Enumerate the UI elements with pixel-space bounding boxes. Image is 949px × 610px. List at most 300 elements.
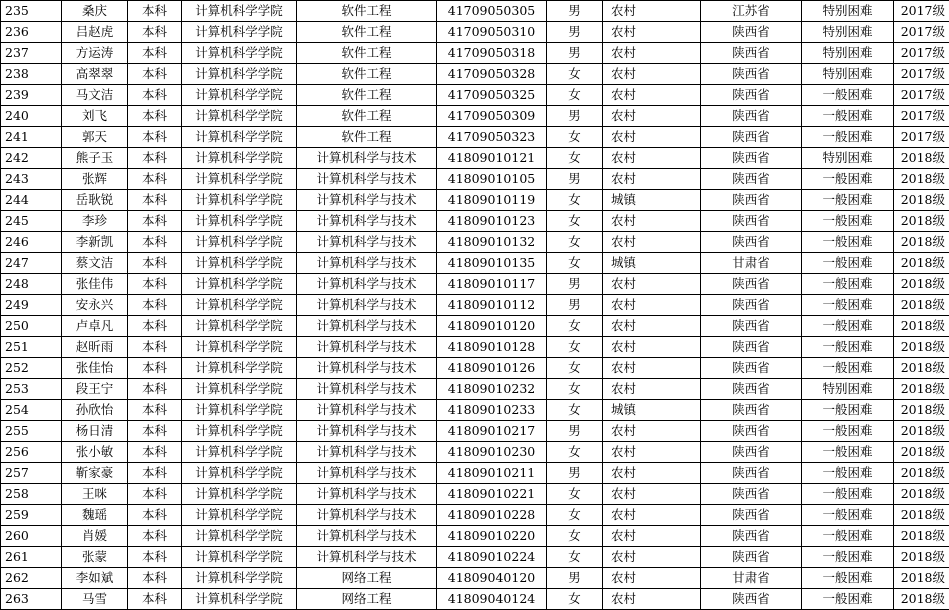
row-number-cell: 245 (1, 211, 62, 232)
college-cell: 计算机科学学院 (182, 442, 297, 463)
degree-level-cell: 本科 (128, 589, 182, 610)
major-cell: 软件工程 (297, 127, 437, 148)
major-cell: 软件工程 (297, 43, 437, 64)
student-id-cell: 41809010120 (437, 316, 547, 337)
hardship-level-cell: 一般困难 (802, 526, 894, 547)
college-cell: 计算机科学学院 (182, 589, 297, 610)
residence-type-cell: 农村 (603, 316, 701, 337)
gender-cell: 女 (547, 64, 603, 85)
province-cell: 陕西省 (701, 316, 802, 337)
residence-type-cell: 农村 (603, 64, 701, 85)
class-year-cell: 2018级 (894, 253, 949, 274)
hardship-level-cell: 一般困难 (802, 547, 894, 568)
hardship-level-cell: 特别困难 (802, 64, 894, 85)
college-cell: 计算机科学学院 (182, 232, 297, 253)
table-row (1, 1, 949, 22)
table-row (1, 43, 949, 64)
gender-cell: 男 (547, 274, 603, 295)
student-id-cell: 41809010128 (437, 337, 547, 358)
residence-type-cell: 农村 (603, 295, 701, 316)
table-body (1, 1, 949, 610)
gender-cell: 女 (547, 148, 603, 169)
major-cell: 网络工程 (297, 589, 437, 610)
gender-cell: 女 (547, 232, 603, 253)
student-name-cell: 岳耿锐 (62, 190, 128, 211)
college-cell: 计算机科学学院 (182, 253, 297, 274)
class-year-cell: 2018级 (894, 169, 949, 190)
degree-level-cell: 本科 (128, 190, 182, 211)
degree-level-cell: 本科 (128, 43, 182, 64)
major-cell: 计算机科学与技术 (297, 169, 437, 190)
degree-level-cell: 本科 (128, 1, 182, 22)
residence-type-cell: 农村 (603, 568, 701, 589)
class-year-cell: 2018级 (894, 526, 949, 547)
student-id-cell: 41809010221 (437, 484, 547, 505)
gender-cell: 女 (547, 526, 603, 547)
degree-level-cell: 本科 (128, 211, 182, 232)
province-cell: 陕西省 (701, 190, 802, 211)
student-name-cell: 蔡文洁 (62, 253, 128, 274)
major-cell: 计算机科学与技术 (297, 253, 437, 274)
major-cell: 计算机科学与技术 (297, 379, 437, 400)
class-year-cell: 2018级 (894, 295, 949, 316)
table-row (1, 505, 949, 526)
table-row (1, 211, 949, 232)
degree-level-cell: 本科 (128, 442, 182, 463)
class-year-cell: 2018级 (894, 568, 949, 589)
gender-cell: 男 (547, 106, 603, 127)
student-name-cell: 杨日清 (62, 421, 128, 442)
row-number-cell: 250 (1, 316, 62, 337)
college-cell: 计算机科学学院 (182, 274, 297, 295)
hardship-level-cell: 一般困难 (802, 85, 894, 106)
province-cell: 陕西省 (701, 505, 802, 526)
hardship-level-cell: 一般困难 (802, 211, 894, 232)
class-year-cell: 2018级 (894, 442, 949, 463)
degree-level-cell: 本科 (128, 127, 182, 148)
class-year-cell: 2018级 (894, 337, 949, 358)
hardship-level-cell: 一般困难 (802, 295, 894, 316)
student-name-cell: 张蒙 (62, 547, 128, 568)
hardship-level-cell: 一般困难 (802, 421, 894, 442)
class-year-cell: 2017级 (894, 127, 949, 148)
student-id-cell: 41809010105 (437, 169, 547, 190)
row-number-cell: 244 (1, 190, 62, 211)
student-name-cell: 安永兴 (62, 295, 128, 316)
student-name-cell: 李新凯 (62, 232, 128, 253)
table-row (1, 337, 949, 358)
major-cell: 计算机科学与技术 (297, 442, 437, 463)
hardship-level-cell: 一般困难 (802, 127, 894, 148)
degree-level-cell: 本科 (128, 253, 182, 274)
gender-cell: 女 (547, 127, 603, 148)
province-cell: 陕西省 (701, 85, 802, 106)
student-id-cell: 41809010135 (437, 253, 547, 274)
degree-level-cell: 本科 (128, 421, 182, 442)
student-name-cell: 马文洁 (62, 85, 128, 106)
student-id-cell: 41709050323 (437, 127, 547, 148)
hardship-level-cell: 一般困难 (802, 442, 894, 463)
table-row (1, 358, 949, 379)
student-id-cell: 41809040124 (437, 589, 547, 610)
province-cell: 陕西省 (701, 169, 802, 190)
class-year-cell: 2017级 (894, 106, 949, 127)
student-name-cell: 张辉 (62, 169, 128, 190)
gender-cell: 女 (547, 85, 603, 106)
class-year-cell: 2017级 (894, 43, 949, 64)
table-row (1, 589, 949, 610)
college-cell: 计算机科学学院 (182, 22, 297, 43)
table-row (1, 22, 949, 43)
hardship-level-cell: 一般困难 (802, 106, 894, 127)
row-number-cell: 249 (1, 295, 62, 316)
residence-type-cell: 农村 (603, 22, 701, 43)
gender-cell: 男 (547, 169, 603, 190)
major-cell: 软件工程 (297, 1, 437, 22)
major-cell: 计算机科学与技术 (297, 274, 437, 295)
table-row (1, 400, 949, 421)
major-cell: 软件工程 (297, 64, 437, 85)
class-year-cell: 2018级 (894, 274, 949, 295)
gender-cell: 女 (547, 505, 603, 526)
province-cell: 陕西省 (701, 295, 802, 316)
college-cell: 计算机科学学院 (182, 337, 297, 358)
degree-level-cell: 本科 (128, 85, 182, 106)
degree-level-cell: 本科 (128, 463, 182, 484)
residence-type-cell: 农村 (603, 211, 701, 232)
class-year-cell: 2018级 (894, 505, 949, 526)
student-name-cell: 郭天 (62, 127, 128, 148)
college-cell: 计算机科学学院 (182, 526, 297, 547)
row-number-cell: 238 (1, 64, 62, 85)
student-name-cell: 方运涛 (62, 43, 128, 64)
gender-cell: 男 (547, 568, 603, 589)
province-cell: 陕西省 (701, 43, 802, 64)
row-number-cell: 239 (1, 85, 62, 106)
degree-level-cell: 本科 (128, 295, 182, 316)
student-name-cell: 卢卓凡 (62, 316, 128, 337)
table-row (1, 169, 949, 190)
class-year-cell: 2017级 (894, 22, 949, 43)
major-cell: 计算机科学与技术 (297, 232, 437, 253)
province-cell: 陕西省 (701, 463, 802, 484)
college-cell: 计算机科学学院 (182, 127, 297, 148)
residence-type-cell: 农村 (603, 526, 701, 547)
major-cell: 计算机科学与技术 (297, 316, 437, 337)
table-row (1, 232, 949, 253)
college-cell: 计算机科学学院 (182, 1, 297, 22)
degree-level-cell: 本科 (128, 148, 182, 169)
table-row (1, 190, 949, 211)
hardship-level-cell: 一般困难 (802, 190, 894, 211)
student-id-cell: 41809010132 (437, 232, 547, 253)
class-year-cell: 2017级 (894, 85, 949, 106)
student-id-cell: 41809010230 (437, 442, 547, 463)
class-year-cell: 2018级 (894, 484, 949, 505)
degree-level-cell: 本科 (128, 64, 182, 85)
student-id-cell: 41809010211 (437, 463, 547, 484)
student-name-cell: 刘飞 (62, 106, 128, 127)
student-id-cell: 41809010121 (437, 148, 547, 169)
major-cell: 计算机科学与技术 (297, 295, 437, 316)
degree-level-cell: 本科 (128, 526, 182, 547)
gender-cell: 女 (547, 484, 603, 505)
hardship-level-cell: 特别困难 (802, 22, 894, 43)
residence-type-cell: 城镇 (603, 400, 701, 421)
student-id-cell: 41809010224 (437, 547, 547, 568)
gender-cell: 女 (547, 400, 603, 421)
student-id-cell: 41809010117 (437, 274, 547, 295)
class-year-cell: 2018级 (894, 379, 949, 400)
residence-type-cell: 农村 (603, 337, 701, 358)
hardship-level-cell: 一般困难 (802, 484, 894, 505)
residence-type-cell: 农村 (603, 442, 701, 463)
gender-cell: 男 (547, 43, 603, 64)
hardship-level-cell: 一般困难 (802, 316, 894, 337)
residence-type-cell: 城镇 (603, 190, 701, 211)
class-year-cell: 2018级 (894, 148, 949, 169)
student-name-cell: 王咪 (62, 484, 128, 505)
province-cell: 江苏省 (701, 1, 802, 22)
row-number-cell: 237 (1, 43, 62, 64)
hardship-level-cell: 一般困难 (802, 589, 894, 610)
student-id-cell: 41809010119 (437, 190, 547, 211)
student-name-cell: 吕赵虎 (62, 22, 128, 43)
residence-type-cell: 农村 (603, 127, 701, 148)
college-cell: 计算机科学学院 (182, 169, 297, 190)
residence-type-cell: 农村 (603, 274, 701, 295)
hardship-level-cell: 特别困难 (802, 148, 894, 169)
major-cell: 计算机科学与技术 (297, 547, 437, 568)
major-cell: 计算机科学与技术 (297, 505, 437, 526)
student-id-cell: 41809040120 (437, 568, 547, 589)
student-name-cell: 高翠翠 (62, 64, 128, 85)
student-id-cell: 41809010233 (437, 400, 547, 421)
hardship-level-cell: 一般困难 (802, 400, 894, 421)
row-number-cell: 252 (1, 358, 62, 379)
table-row (1, 106, 949, 127)
table-row (1, 421, 949, 442)
student-id-cell: 41709050310 (437, 22, 547, 43)
table-row (1, 295, 949, 316)
student-name-cell: 孙欣怡 (62, 400, 128, 421)
student-id-cell: 41809010123 (437, 211, 547, 232)
student-id-cell: 41809010232 (437, 379, 547, 400)
residence-type-cell: 农村 (603, 85, 701, 106)
student-name-cell: 肖媛 (62, 526, 128, 547)
degree-level-cell: 本科 (128, 358, 182, 379)
row-number-cell: 236 (1, 22, 62, 43)
residence-type-cell: 农村 (603, 43, 701, 64)
class-year-cell: 2018级 (894, 589, 949, 610)
province-cell: 陕西省 (701, 22, 802, 43)
student-name-cell: 张小敏 (62, 442, 128, 463)
gender-cell: 女 (547, 589, 603, 610)
residence-type-cell: 农村 (603, 358, 701, 379)
college-cell: 计算机科学学院 (182, 316, 297, 337)
row-number-cell: 259 (1, 505, 62, 526)
province-cell: 陕西省 (701, 232, 802, 253)
college-cell: 计算机科学学院 (182, 505, 297, 526)
gender-cell: 女 (547, 358, 603, 379)
row-number-cell: 247 (1, 253, 62, 274)
table-row (1, 547, 949, 568)
residence-type-cell: 农村 (603, 379, 701, 400)
major-cell: 计算机科学与技术 (297, 421, 437, 442)
table-row (1, 148, 949, 169)
province-cell: 陕西省 (701, 274, 802, 295)
table-row (1, 316, 949, 337)
college-cell: 计算机科学学院 (182, 379, 297, 400)
student-name-cell: 李如斌 (62, 568, 128, 589)
class-year-cell: 2018级 (894, 316, 949, 337)
province-cell: 陕西省 (701, 358, 802, 379)
gender-cell: 女 (547, 211, 603, 232)
class-year-cell: 2017级 (894, 1, 949, 22)
province-cell: 陕西省 (701, 547, 802, 568)
degree-level-cell: 本科 (128, 274, 182, 295)
row-number-cell: 246 (1, 232, 62, 253)
college-cell: 计算机科学学院 (182, 106, 297, 127)
row-number-cell: 261 (1, 547, 62, 568)
row-number-cell: 248 (1, 274, 62, 295)
student-name-cell: 马雪 (62, 589, 128, 610)
table-row (1, 379, 949, 400)
degree-level-cell: 本科 (128, 568, 182, 589)
student-name-cell: 张佳伟 (62, 274, 128, 295)
college-cell: 计算机科学学院 (182, 148, 297, 169)
row-number-cell: 253 (1, 379, 62, 400)
college-cell: 计算机科学学院 (182, 400, 297, 421)
college-cell: 计算机科学学院 (182, 568, 297, 589)
gender-cell: 男 (547, 1, 603, 22)
college-cell: 计算机科学学院 (182, 421, 297, 442)
province-cell: 陕西省 (701, 148, 802, 169)
degree-level-cell: 本科 (128, 484, 182, 505)
class-year-cell: 2017级 (894, 64, 949, 85)
major-cell: 计算机科学与技术 (297, 484, 437, 505)
row-number-cell: 255 (1, 421, 62, 442)
major-cell: 软件工程 (297, 22, 437, 43)
table-row (1, 85, 949, 106)
table-row (1, 463, 949, 484)
table-row (1, 568, 949, 589)
row-number-cell: 260 (1, 526, 62, 547)
student-name-cell: 桑庆 (62, 1, 128, 22)
class-year-cell: 2018级 (894, 358, 949, 379)
degree-level-cell: 本科 (128, 106, 182, 127)
row-number-cell: 242 (1, 148, 62, 169)
student-name-cell: 熊子玉 (62, 148, 128, 169)
student-name-cell: 魏瑶 (62, 505, 128, 526)
table-row (1, 526, 949, 547)
gender-cell: 女 (547, 547, 603, 568)
student-id-cell: 41709050328 (437, 64, 547, 85)
residence-type-cell: 农村 (603, 106, 701, 127)
college-cell: 计算机科学学院 (182, 547, 297, 568)
student-name-cell: 段王宁 (62, 379, 128, 400)
residence-type-cell: 农村 (603, 148, 701, 169)
province-cell: 陕西省 (701, 64, 802, 85)
college-cell: 计算机科学学院 (182, 358, 297, 379)
table-row (1, 274, 949, 295)
province-cell: 陕西省 (701, 484, 802, 505)
class-year-cell: 2018级 (894, 463, 949, 484)
major-cell: 计算机科学与技术 (297, 211, 437, 232)
table-row (1, 484, 949, 505)
row-number-cell: 241 (1, 127, 62, 148)
student-id-cell: 41709050318 (437, 43, 547, 64)
province-cell: 陕西省 (701, 337, 802, 358)
hardship-level-cell: 特别困难 (802, 43, 894, 64)
degree-level-cell: 本科 (128, 379, 182, 400)
major-cell: 计算机科学与技术 (297, 358, 437, 379)
gender-cell: 男 (547, 22, 603, 43)
row-number-cell: 262 (1, 568, 62, 589)
student-name-cell: 靳家豪 (62, 463, 128, 484)
major-cell: 软件工程 (297, 106, 437, 127)
gender-cell: 女 (547, 190, 603, 211)
province-cell: 陕西省 (701, 589, 802, 610)
student-id-cell: 41709050305 (437, 1, 547, 22)
class-year-cell: 2018级 (894, 400, 949, 421)
class-year-cell: 2018级 (894, 232, 949, 253)
degree-level-cell: 本科 (128, 316, 182, 337)
province-cell: 陕西省 (701, 421, 802, 442)
row-number-cell: 254 (1, 400, 62, 421)
degree-level-cell: 本科 (128, 22, 182, 43)
hardship-level-cell: 一般困难 (802, 358, 894, 379)
province-cell: 陕西省 (701, 379, 802, 400)
hardship-level-cell: 一般困难 (802, 253, 894, 274)
degree-level-cell: 本科 (128, 169, 182, 190)
table-row (1, 253, 949, 274)
hardship-level-cell: 一般困难 (802, 505, 894, 526)
row-number-cell: 235 (1, 1, 62, 22)
gender-cell: 女 (547, 337, 603, 358)
college-cell: 计算机科学学院 (182, 295, 297, 316)
college-cell: 计算机科学学院 (182, 43, 297, 64)
student-id-cell: 41809010228 (437, 505, 547, 526)
degree-level-cell: 本科 (128, 337, 182, 358)
row-number-cell: 257 (1, 463, 62, 484)
degree-level-cell: 本科 (128, 400, 182, 421)
class-year-cell: 2018级 (894, 211, 949, 232)
major-cell: 计算机科学与技术 (297, 526, 437, 547)
hardship-level-cell: 一般困难 (802, 568, 894, 589)
gender-cell: 女 (547, 442, 603, 463)
province-cell: 陕西省 (701, 211, 802, 232)
province-cell: 陕西省 (701, 526, 802, 547)
row-number-cell: 243 (1, 169, 62, 190)
gender-cell: 女 (547, 316, 603, 337)
table-row (1, 64, 949, 85)
residence-type-cell: 农村 (603, 484, 701, 505)
hardship-level-cell: 特别困难 (802, 379, 894, 400)
student-id-cell: 41709050325 (437, 85, 547, 106)
hardship-level-cell: 一般困难 (802, 463, 894, 484)
major-cell: 软件工程 (297, 85, 437, 106)
hardship-level-cell: 一般困难 (802, 274, 894, 295)
major-cell: 计算机科学与技术 (297, 463, 437, 484)
residence-type-cell: 农村 (603, 1, 701, 22)
row-number-cell: 240 (1, 106, 62, 127)
college-cell: 计算机科学学院 (182, 463, 297, 484)
student-id-cell: 41809010217 (437, 421, 547, 442)
hardship-level-cell: 一般困难 (802, 169, 894, 190)
table-row (1, 442, 949, 463)
major-cell: 计算机科学与技术 (297, 400, 437, 421)
